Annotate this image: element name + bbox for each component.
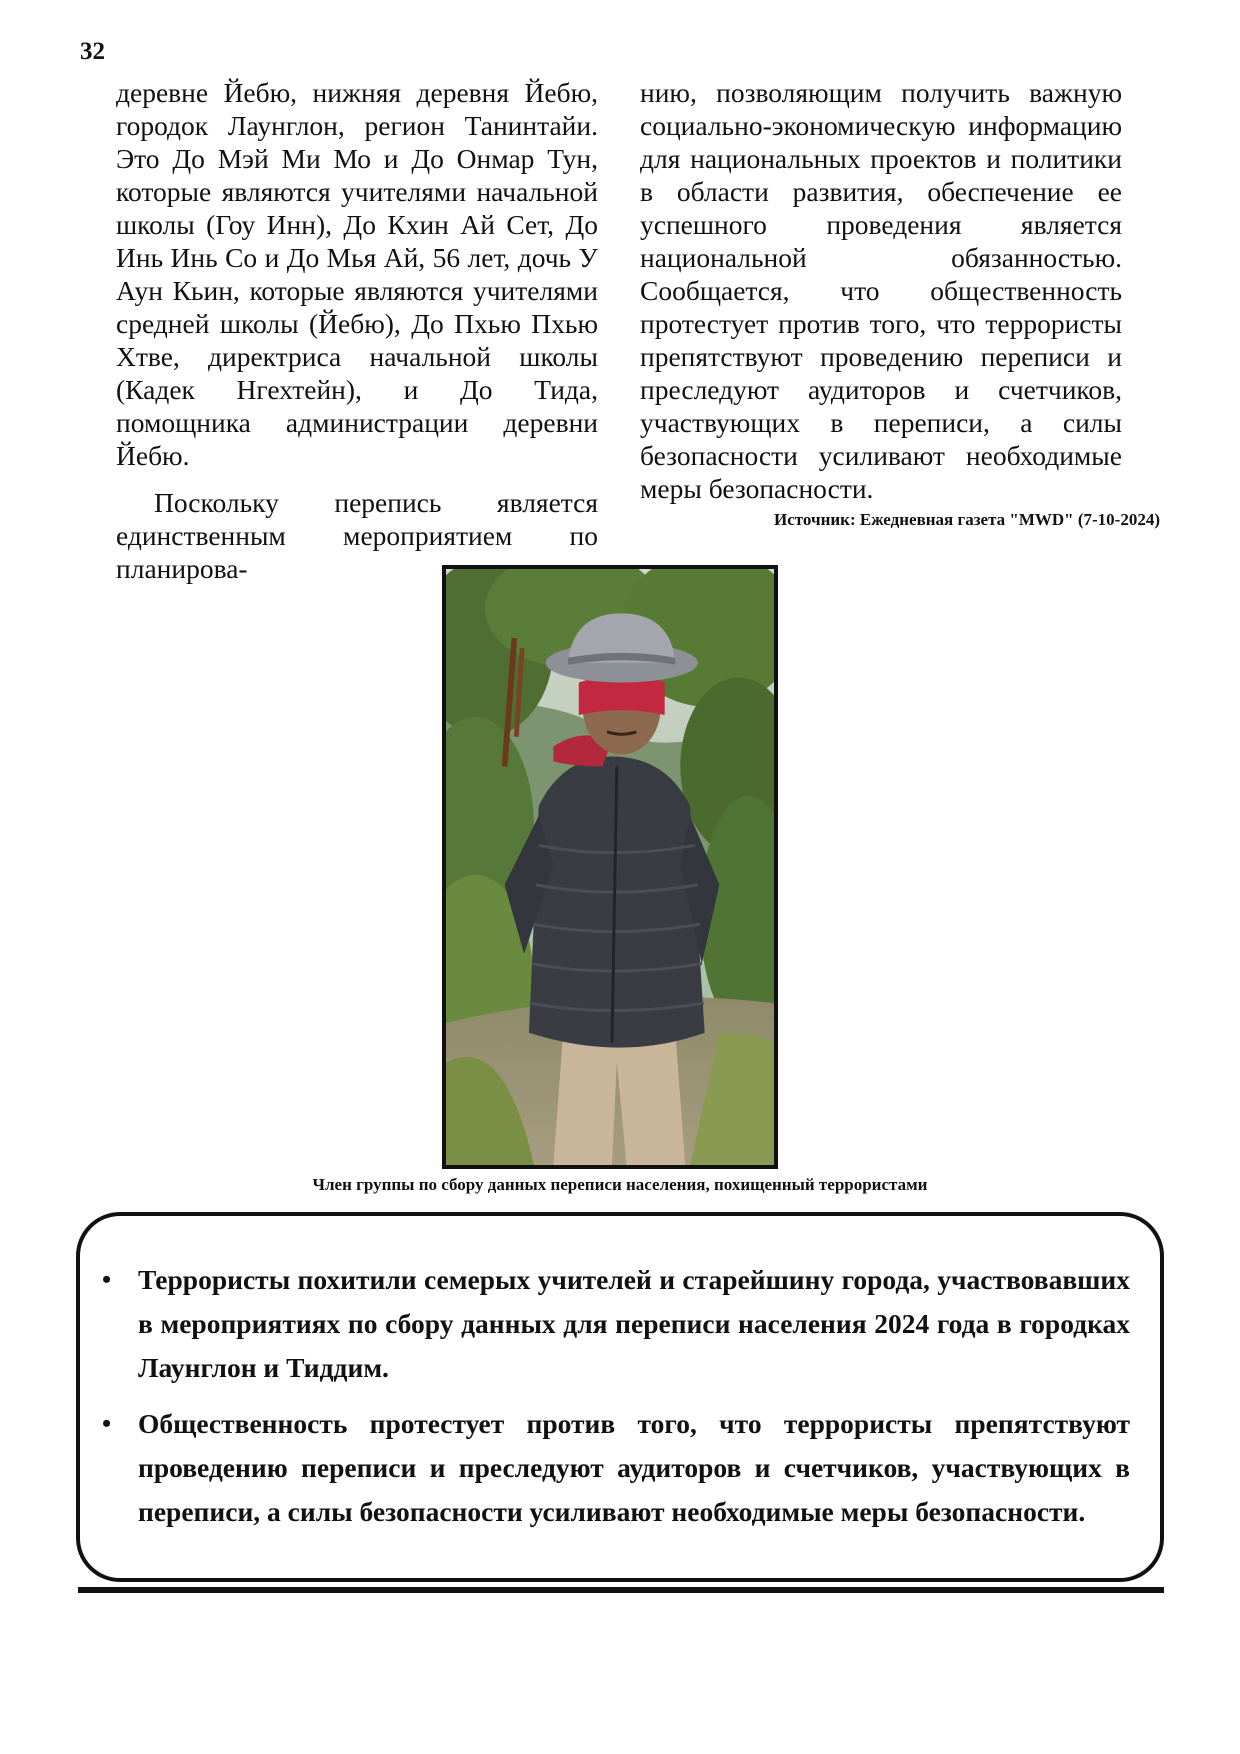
highlight-text: Террористы похитили семерых учителей и старейшину города, участвовавших в мероприятиях по сбору данных для переписи населения 2024 года в городках Лаунглон и Тиддим.	[138, 1264, 1130, 1383]
highlights-box	[76, 1212, 1164, 1582]
photo-kidnapped-census-worker	[442, 565, 778, 1169]
article-paragraph: Поскольку перепись является единственным мероприятием по планирова-	[116, 487, 598, 584]
highlight-text: Общественность протестует против того, что террористы препятствуют проведению переписи и преследуют аудиторов и счетчиков, участвующих в переписи, а силы безопасности усиливают необходимые меры безопасности.	[138, 1408, 1130, 1527]
highlights-list	[80, 1216, 1160, 1534]
photo-caption: Член группы по сбору данных переписи населения, похищенный террористами	[312, 1175, 928, 1194]
bullet-icon: •	[102, 1265, 112, 1294]
bullet-icon: •	[102, 1409, 112, 1438]
source-citation: Источник: Ежедневная газета "MWD" (7-10-2024)	[774, 510, 1160, 529]
article-paragraph: нию, позволяющим получить важную социально-экономическую информацию для национальных проектов и политики в области развития, обеспечение ее успешного проведения является национальной обязанностью. Сообщается, что общественность протестует против того, что террористы препятствуют проведению переписи и преследуют аудиторов и счетчиков, участвующих в переписи, а силы безопасности усиливают необходимые меры безопасности.	[640, 77, 1122, 504]
photo-illustration	[446, 569, 774, 1165]
bottom-divider	[78, 1587, 1164, 1593]
highlight-item	[102, 1402, 1130, 1534]
article-paragraph: деревне Йебю, нижняя деревня Йебю, городок Лаунглон, регион Танинтайи. Это До Мэй Ми Мо и До Онмар Тун, которые являются учителями начальной школы (Гоу Инн), До Кхин Ай Сет, До Инь Инь Со и До Мья Ай, 56 лет, дочь У Аун Кьин, которые являются учителями средней школы (Йебю), До Пхью Пхью Хтве, директриса начальной школы (Кадек Нгехтейн), и До Тида, помощника администрации деревни Йебю.	[116, 77, 598, 471]
page-number: 32	[80, 38, 105, 65]
article-left-column	[116, 76, 598, 585]
highlight-item	[102, 1258, 1130, 1390]
article-right-column	[640, 76, 1122, 505]
